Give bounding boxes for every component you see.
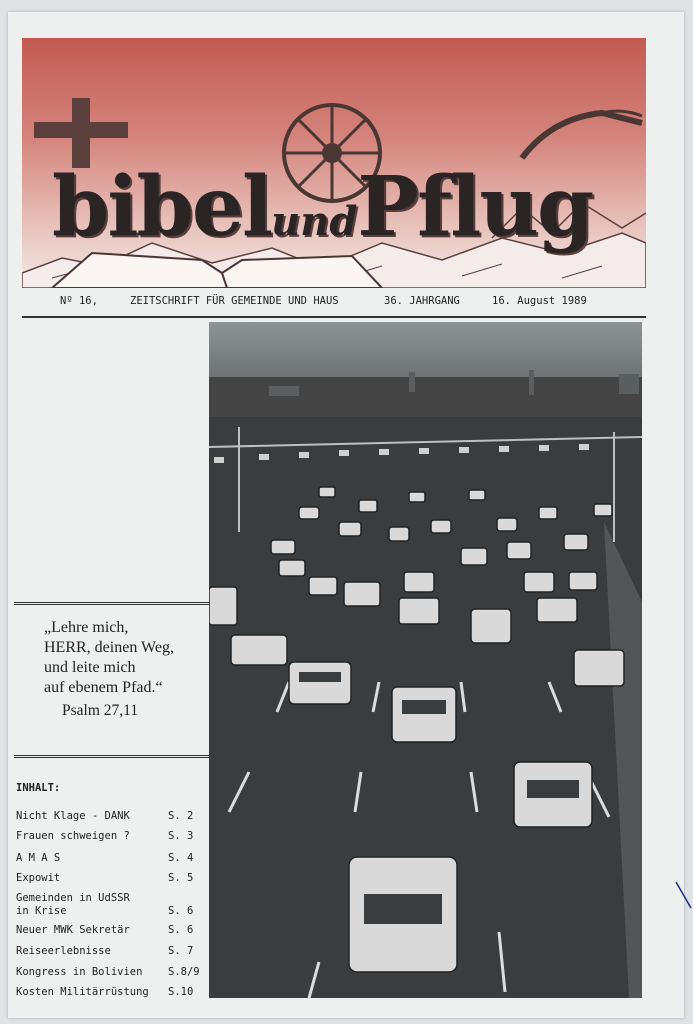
toc-item: [16, 986, 208, 1012]
plough-icon: [522, 113, 642, 158]
toc-item-title: Frauen schweigen ?: [16, 830, 130, 842]
toc-item-title: Nicht Klage - DANK: [16, 810, 130, 822]
volume-label: 36. JAHRGANG: [384, 295, 460, 307]
toc-item: [16, 892, 208, 922]
magazine-subtitle: ZEITSCHRIFT FÜR GEMEINDE UND HAUS: [130, 295, 339, 307]
toc-item-page: S. 6: [168, 924, 194, 936]
toc-item-page: S. 7: [168, 945, 194, 957]
toc-item-page: S. 4: [168, 852, 194, 864]
toc-item-title: A M A S: [16, 852, 61, 864]
toc-item-title: Kosten Militärrüstung: [16, 986, 149, 998]
title-pflug: Pflug: [357, 159, 593, 255]
toc-item-page: S. 5: [168, 872, 194, 884]
open-book-icon: [52, 253, 382, 288]
toc-item-page: S.8/9: [168, 966, 200, 978]
toc-item-page: S. 6: [168, 905, 194, 917]
issue-date: 16. August 1989: [492, 295, 587, 307]
pen-mark-icon: [674, 880, 693, 920]
title-bibel: bibel: [52, 159, 272, 255]
toc-item-title: Gemeinden in UdSSR in Krise: [16, 892, 130, 917]
masthead: [22, 38, 646, 288]
toc-item-title: Expowit: [16, 872, 61, 884]
toc-item-title: Neuer MWK Sekretär: [16, 924, 130, 936]
issue-number: Nº 16,: [60, 295, 98, 307]
toc-item-title: Kongress in Bolivien: [16, 966, 143, 978]
masthead-title: [52, 159, 642, 255]
title-und: und: [271, 198, 358, 245]
contents-heading: INHALT:: [16, 782, 61, 794]
toc-item-page: S.10: [168, 986, 194, 998]
quote-reference: Psalm 27,11: [62, 702, 139, 719]
highway-photo: [209, 322, 642, 998]
toc-item-title: Reiseerlebnisse: [16, 945, 111, 957]
bible-quote: „Lehre mich, HERR, deinen Weg, und leite mich auf ebenem Pfad.“: [44, 619, 174, 696]
issue-header: [22, 288, 646, 318]
toc-item-page: S. 3: [168, 830, 194, 842]
toc-item-page: S. 2: [168, 810, 194, 822]
